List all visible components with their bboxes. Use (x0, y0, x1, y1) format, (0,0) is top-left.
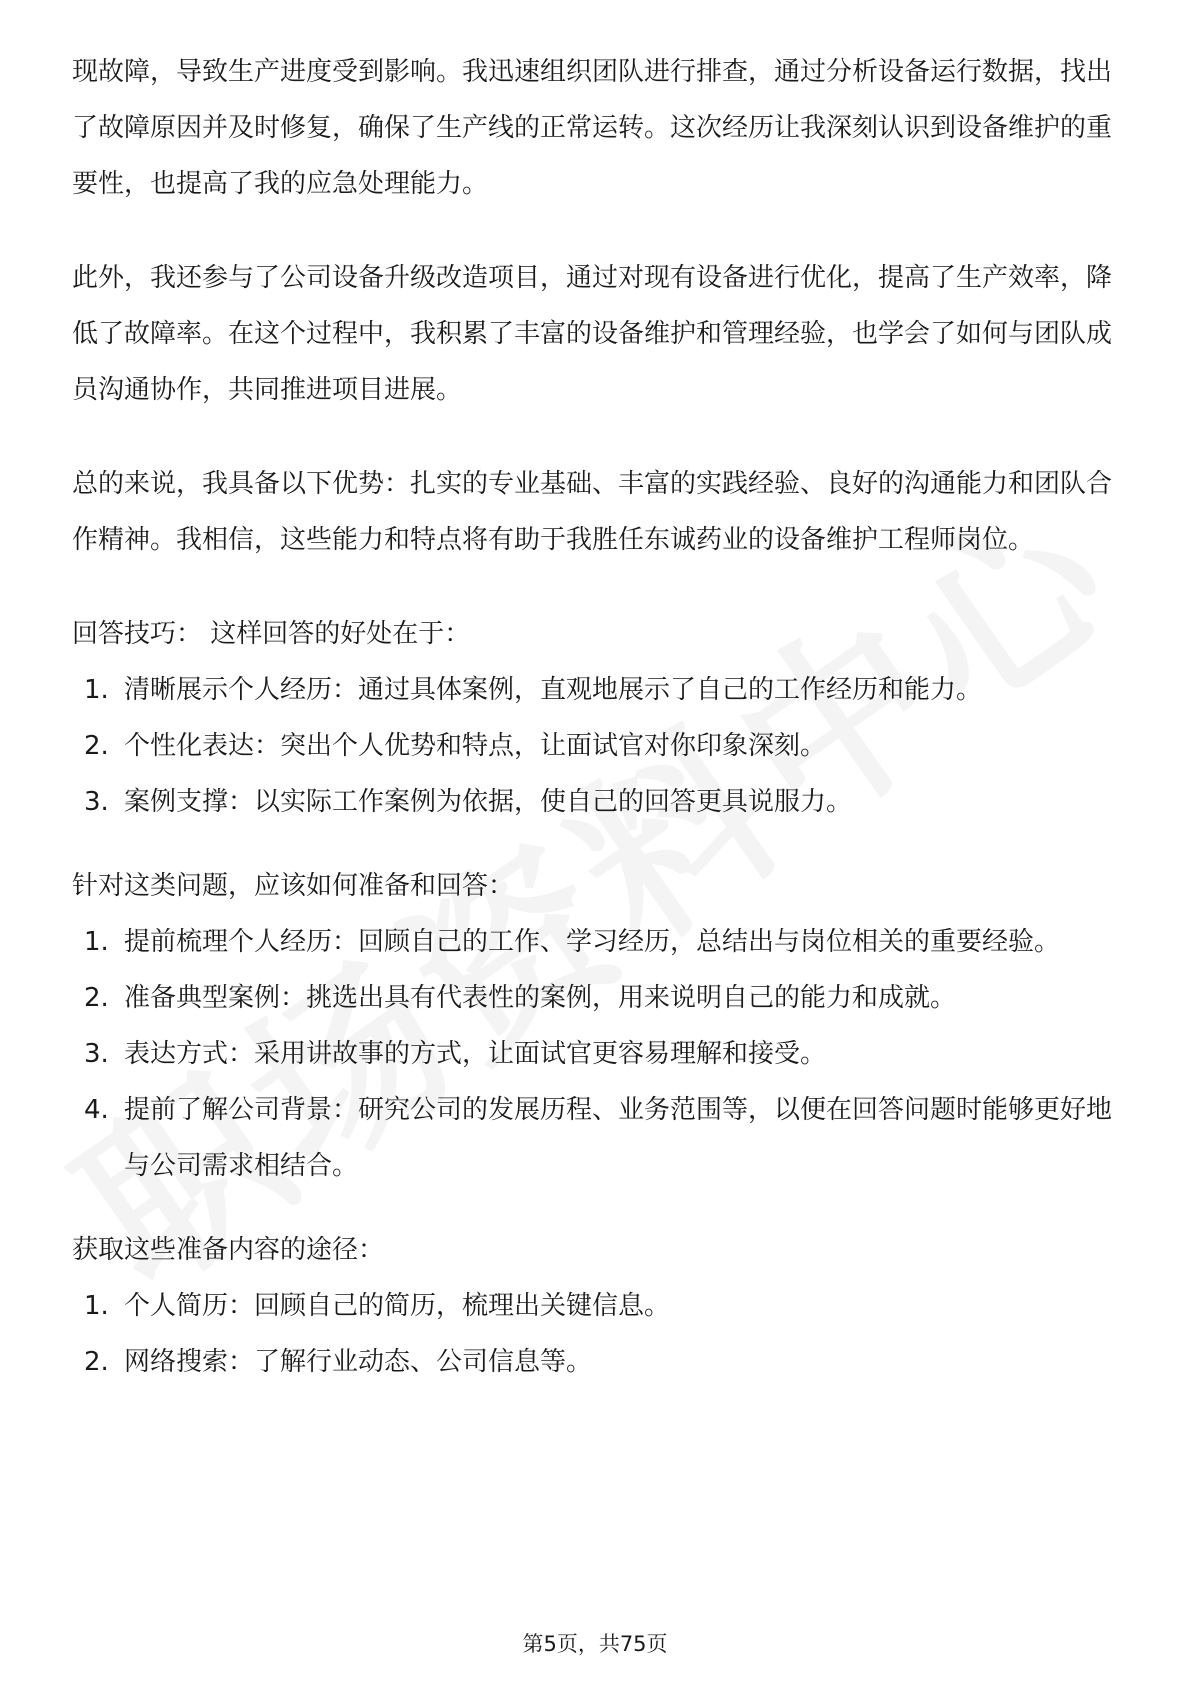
tips-list (72, 662, 1122, 830)
list-item: 3. 案例支撑：以实际工作案例为依据，使自己的回答更具说服力。 (84, 787, 853, 817)
prepare-heading: 针对这类问题，应该如何准备和回答： (72, 871, 515, 901)
list-item: 1. 清晰展示个人经历：通过具体案例，直观地展示了自己的工作经历和能力。 (84, 675, 983, 705)
list-item: 1. 个人简历：回顾自己的简历，梳理出关键信息。 (84, 1291, 671, 1321)
list-item: 1. 提前梳理个人经历：回顾自己的工作、学习经历，总结出与岗位相关的重要经验。 (84, 927, 1061, 957)
list-item: 2. 准备典型案例：挑选出具有代表性的案例，用来说明自己的能力和成就。 (84, 983, 957, 1013)
sources-heading: 获取这些准备内容的途径： (72, 1235, 385, 1265)
list-item: 2. 个性化表达：突出个人优势和特点，让面试官对你印象深刻。 (84, 731, 827, 761)
paragraph-incident: 现故障，导致生产进度受到影响。我迅速组织团队进行排查，通过分析设备运行数据，找出了故障原因并及时修复，确保了生产线的正常运转。这次经历让我深刻认识到设备维护的重要性，也提高了我的应急处理能力。 (72, 57, 1113, 199)
document-body (72, 44, 1122, 1390)
list-item: 3. 表达方式：采用讲故事的方式，让面试官更容易理解和接受。 (84, 1039, 827, 1069)
page-number: 第5页，共75页 (522, 1632, 668, 1656)
paragraph-summary: 总的来说，我具备以下优势：扎实的专业基础、丰富的实践经验、良好的沟通能力和团队合作精神。我相信，这些能力和特点将有助于我胜任东诚药业的设备维护工程师岗位。 (72, 469, 1113, 555)
sources-list (72, 1278, 1122, 1390)
paragraph-upgrade-project: 此外，我还参与了公司设备升级改造项目，通过对现有设备进行优化，提高了生产效率，降低了故障率。在这个过程中，我积累了丰富的设备维护和管理经验，也学会了如何与团队成员沟通协作，共同推进项目进展。 (72, 263, 1113, 405)
tips-heading: 回答技巧： 这样回答的好处在于： (72, 619, 471, 649)
list-item: 2. 网络搜索：了解行业动态、公司信息等。 (84, 1347, 593, 1377)
prepare-list (72, 914, 1122, 1194)
list-item: 4. 提前了解公司背景：研究公司的发展历程、业务范围等，以便在回答问题时能够更好地与公司需求相结合。 (84, 1095, 1113, 1181)
